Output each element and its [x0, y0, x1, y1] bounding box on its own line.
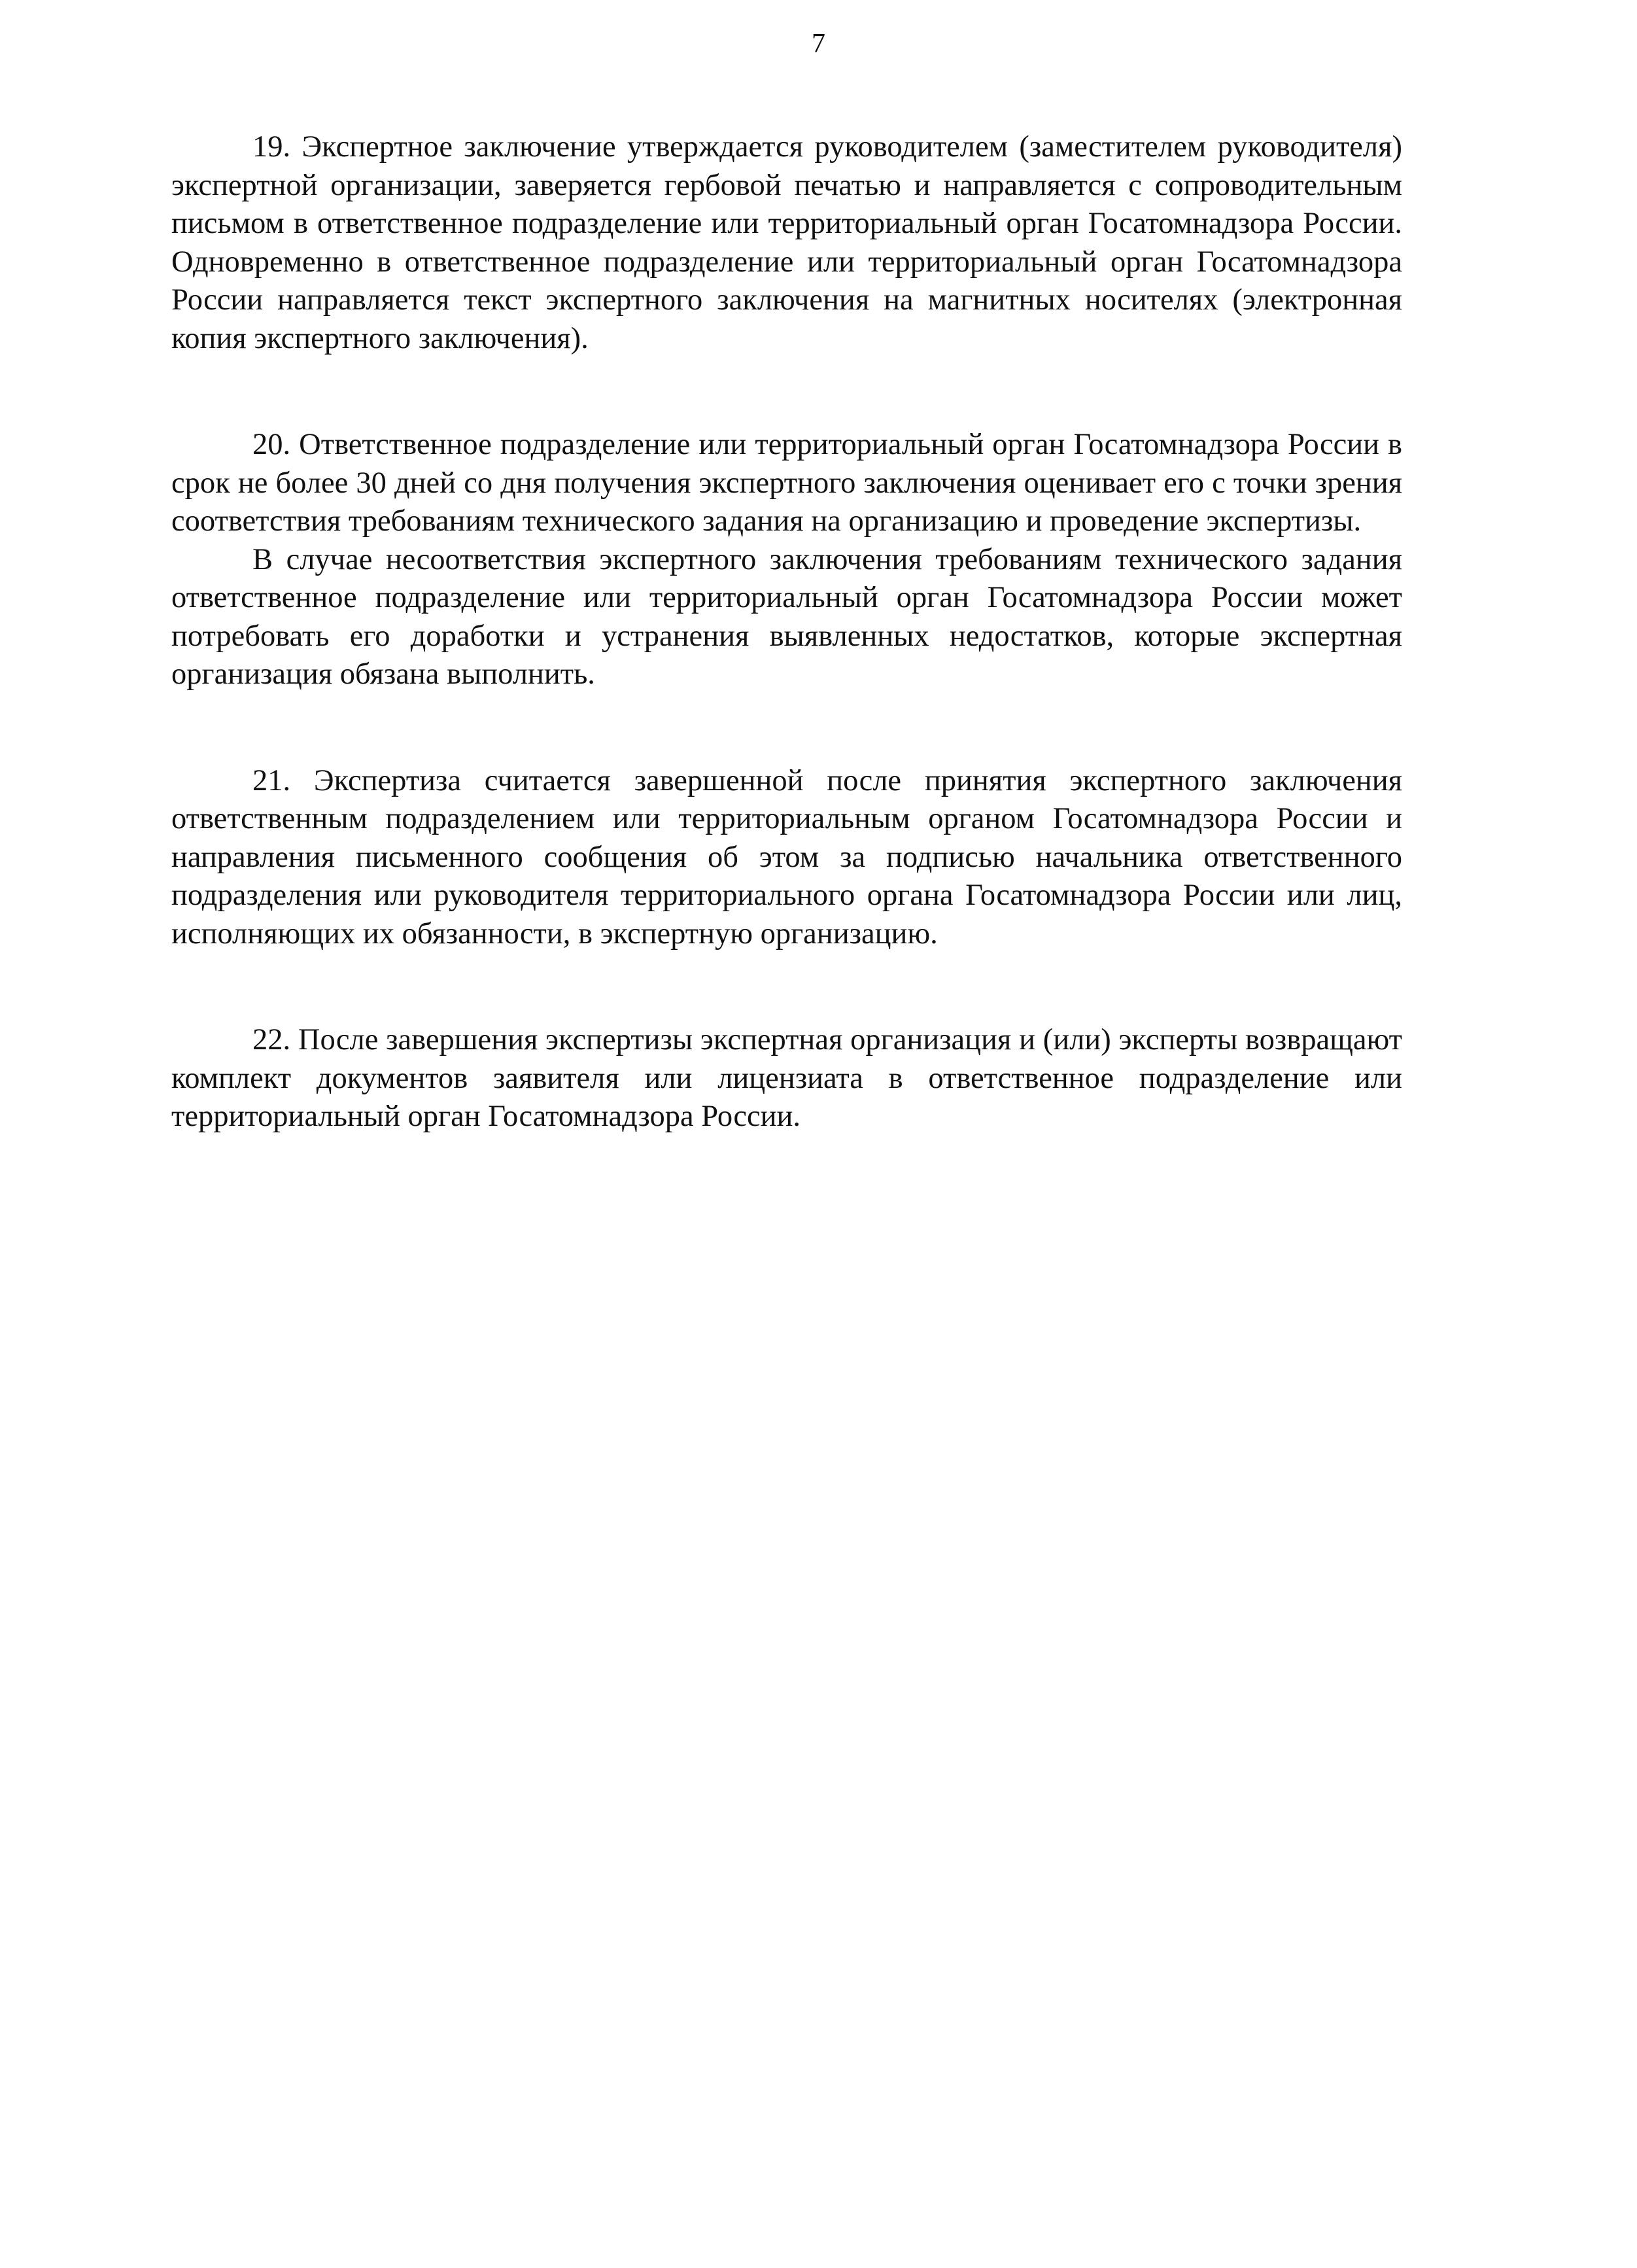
paragraph-20: 20. Ответственное подразделение или территориальный орган Госатомнадзора России в срок не более 30 дней со дня получения экспертного заключения оценивает его с точки зрения соответствия требованиям технического задания на организацию и проведение экспертизы.: [171, 428, 1402, 538]
paragraph-22: 22. После завершения экспертизы экспертная организация и (или) эксперты возвращают комплект документов заявителя или лицензиата в ответственное подразделение или территориальный орган Госатомнадзора России.: [171, 1023, 1402, 1133]
paragraph-20-continuation: В случае несоответствия экспертного заключения требованиям технического задания ответственное подразделение или территориальный орган Госатомнадзора России может потребовать его доработки и устранения выявленных недостатков, которые экспертная организация обязана выполнить.: [171, 542, 1402, 691]
paragraph-21: 21. Экспертиза считается завершенной после принятия экспертного заключения ответственным подразделением или территориальным органом Госатомнадзора России и направления письменного сообщения об этом за подписью начальника ответственного подразделения или руководителя территориального органа Госатомнадзора России или лиц, исполняющих их обязанности, в экспертную организацию.: [171, 763, 1402, 951]
paragraph-19: 19. Экспертное заключение утверждается руководителем (заместителем руководителя) экспертной организации, заверяется гербовой печатью и направляется с сопроводительным письмом в ответственное подразделение или территориальный орган Госатомнадзора России. Одновременно в ответственное подразделение или территориальный орган Госатомнадзора России направляется текст экспертного заключения на магнитных носителях (электронная копия экспертного заключения).: [171, 130, 1402, 355]
page-number: 7: [812, 29, 825, 59]
document-body: [171, 128, 1402, 1136]
